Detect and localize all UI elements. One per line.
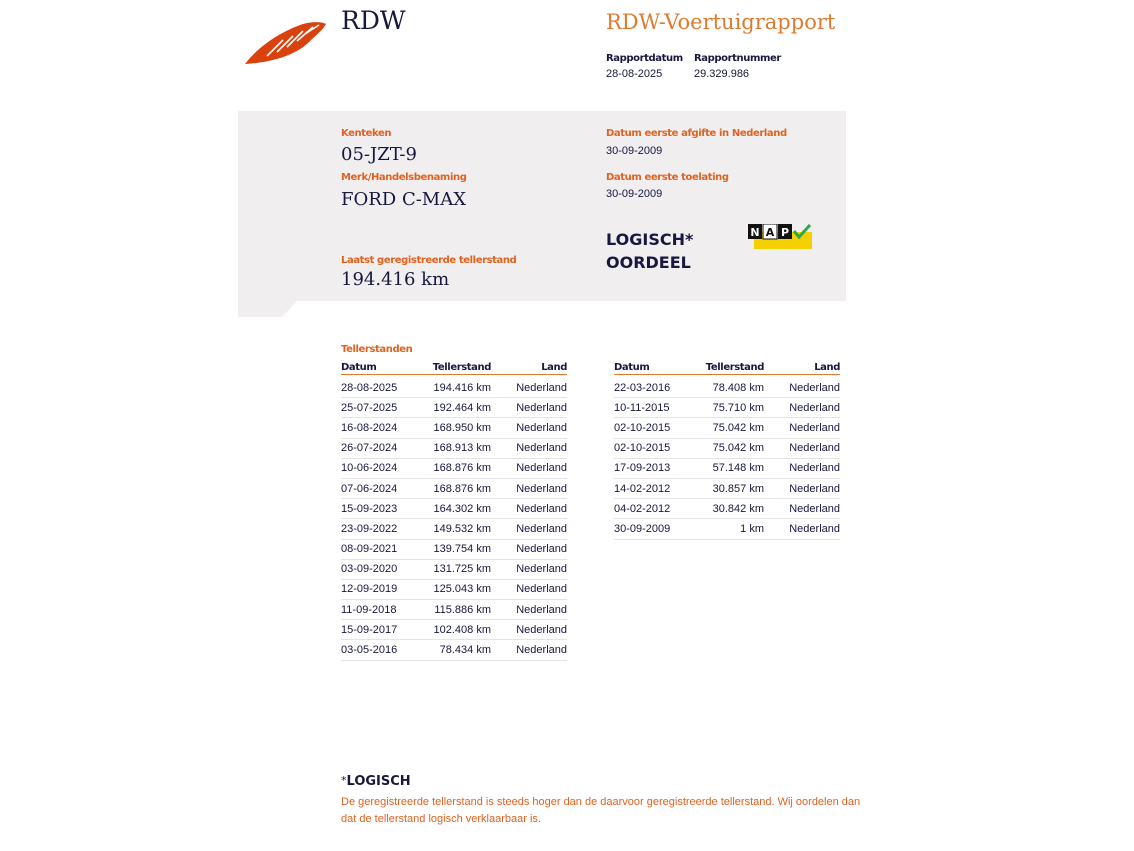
first-nl-value: 30-09-2009 <box>606 145 663 157</box>
nap-letter-a: A <box>765 226 775 239</box>
row-country: Nederland <box>789 482 840 495</box>
header-date: Datum <box>614 362 650 373</box>
panel-notch <box>238 300 298 317</box>
header-odometer: Tellerstand <box>432 362 491 373</box>
row-odometer: 168.913 km <box>433 442 491 455</box>
header-country: Land <box>541 362 567 373</box>
report-number-label: Rapportnummer <box>694 53 781 64</box>
row-date: 08-09-2021 <box>341 543 398 556</box>
row-date: 30-09-2009 <box>614 522 671 535</box>
last-odometer-value: 194.416 km <box>341 269 450 290</box>
row-odometer: 194.416 km <box>433 381 491 394</box>
header-odometer: Tellerstand <box>705 362 764 373</box>
row-odometer: 102.408 km <box>433 623 491 636</box>
table-row <box>614 459 840 479</box>
row-country: Nederland <box>516 563 567 576</box>
row-date: 10-11-2015 <box>614 401 670 414</box>
report-title: RDW-Voertuigrapport <box>606 10 836 34</box>
nap-check-icon <box>748 224 812 250</box>
row-date: 11-09-2018 <box>341 603 397 616</box>
row-date: 23-09-2022 <box>341 522 398 535</box>
verdict <box>606 228 693 274</box>
row-country: Nederland <box>516 583 567 596</box>
make-label: Merk/Handelsbenaming <box>341 172 467 183</box>
table-row <box>341 580 567 600</box>
footnote-title <box>341 774 411 789</box>
table-row <box>341 398 567 418</box>
row-country: Nederland <box>789 401 840 414</box>
row-country: Nederland <box>516 543 567 556</box>
plate-label: Kenteken <box>341 128 392 139</box>
row-country: Nederland <box>516 442 567 455</box>
vehicle-summary-panel <box>238 111 846 301</box>
table-row <box>614 398 840 418</box>
row-country: Nederland <box>789 522 840 535</box>
report-date-value: 28-08-2025 <box>606 68 663 80</box>
row-country: Nederland <box>789 502 840 515</box>
footnote-asterisk: * <box>341 774 347 787</box>
row-odometer: 57.148 km <box>712 462 764 475</box>
first-nl-label: Datum eerste afgifte in Nederland <box>606 128 787 139</box>
row-odometer: 125.043 km <box>433 583 491 596</box>
table-header <box>341 361 567 375</box>
row-date: 07-06-2024 <box>341 482 398 495</box>
brand-name: RDW <box>341 6 406 35</box>
row-country: Nederland <box>516 381 567 394</box>
row-odometer: 139.754 km <box>433 543 491 556</box>
table-row <box>614 499 840 519</box>
nap-letter-n: N <box>750 226 760 239</box>
row-country: Nederland <box>789 381 840 394</box>
row-date: 17-09-2013 <box>614 462 671 475</box>
table-row <box>341 600 567 620</box>
table-row <box>614 479 840 499</box>
row-country: Nederland <box>789 442 840 455</box>
table-row <box>341 378 567 398</box>
table-row <box>341 620 567 640</box>
rdw-logo <box>243 20 327 66</box>
row-date: 02-10-2015 <box>614 442 671 455</box>
row-country: Nederland <box>516 462 567 475</box>
row-country: Nederland <box>516 603 567 616</box>
table-row <box>341 439 567 459</box>
row-date: 28-08-2025 <box>341 381 398 394</box>
table-row <box>614 439 840 459</box>
row-date: 03-09-2020 <box>341 563 398 576</box>
row-date: 26-07-2024 <box>341 442 398 455</box>
row-date: 04-02-2012 <box>614 502 671 515</box>
row-odometer: 192.464 km <box>433 401 491 414</box>
row-date: 25-07-2025 <box>341 401 398 414</box>
table-header <box>614 361 840 375</box>
table-row <box>341 479 567 499</box>
table-row <box>341 640 567 660</box>
row-odometer: 75.042 km <box>712 442 764 455</box>
readings-title: Tellerstanden <box>341 344 413 355</box>
footnote-text: De geregistreerde tellerstand is steeds hoger dan de daarvoor geregistreerde tellerstand. Wij oordelen dan dat de tellerstand logisch verklaarbaar is. <box>341 796 861 825</box>
verdict-line-1: LOGISCH* <box>606 230 694 249</box>
first-admission-label: Datum eerste toelating <box>606 172 729 183</box>
row-country: Nederland <box>516 482 567 495</box>
row-date: 03-05-2016 <box>341 644 398 657</box>
row-odometer: 78.434 km <box>439 644 491 657</box>
row-odometer: 168.876 km <box>433 462 491 475</box>
header-country: Land <box>814 362 840 373</box>
row-odometer: 131.725 km <box>433 563 491 576</box>
table-row <box>341 459 567 479</box>
row-country: Nederland <box>516 644 567 657</box>
table-row <box>614 519 840 539</box>
table-row <box>614 418 840 438</box>
row-country: Nederland <box>789 421 840 434</box>
last-odometer-label: Laatst geregistreerde tellerstand <box>341 255 517 266</box>
table-row <box>341 418 567 438</box>
readings-table-right <box>614 361 840 540</box>
row-odometer: 78.408 km <box>712 381 764 394</box>
row-odometer: 30.857 km <box>712 482 764 495</box>
row-odometer: 115.886 km <box>434 603 491 616</box>
row-country: Nederland <box>516 401 567 414</box>
verdict-line-2: OORDEEL <box>606 253 691 272</box>
row-date: 14-02-2012 <box>614 482 671 495</box>
row-odometer: 168.950 km <box>433 421 491 434</box>
row-date: 10-06-2024 <box>341 462 398 475</box>
table-row <box>341 560 567 580</box>
footnote-title-text: LOGISCH <box>346 774 411 789</box>
row-date: 16-08-2024 <box>341 421 398 434</box>
row-odometer: 75.042 km <box>712 421 764 434</box>
table-row <box>614 378 840 398</box>
header-date: Datum <box>341 362 377 373</box>
row-country: Nederland <box>516 522 567 535</box>
first-admission-value: 30-09-2009 <box>606 188 663 200</box>
report-date-label: Rapportdatum <box>606 53 683 64</box>
make-value: FORD C-MAX <box>341 189 467 210</box>
row-odometer: 168.876 km <box>433 482 491 495</box>
row-odometer: 30.842 km <box>712 502 764 515</box>
row-date: 15-09-2017 <box>341 623 398 636</box>
row-country: Nederland <box>789 462 840 475</box>
row-odometer: 149.532 km <box>433 522 491 535</box>
table-row <box>341 540 567 560</box>
plate-value: 05-JZT-9 <box>341 144 417 165</box>
row-date: 12-09-2019 <box>341 583 398 596</box>
row-date: 22-03-2016 <box>614 381 671 394</box>
row-country: Nederland <box>516 623 567 636</box>
row-odometer: 1 km <box>740 522 764 535</box>
table-row <box>341 499 567 519</box>
row-country: Nederland <box>516 421 567 434</box>
row-odometer: 75.710 km <box>712 401 764 414</box>
row-date: 02-10-2015 <box>614 421 671 434</box>
row-odometer: 164.302 km <box>433 502 491 515</box>
readings-table-left <box>341 361 567 661</box>
row-country: Nederland <box>516 502 567 515</box>
table-row <box>341 519 567 539</box>
report-number-value: 29.329.986 <box>694 68 750 80</box>
row-date: 15-09-2023 <box>341 502 398 515</box>
nap-letter-p: P <box>780 226 790 239</box>
